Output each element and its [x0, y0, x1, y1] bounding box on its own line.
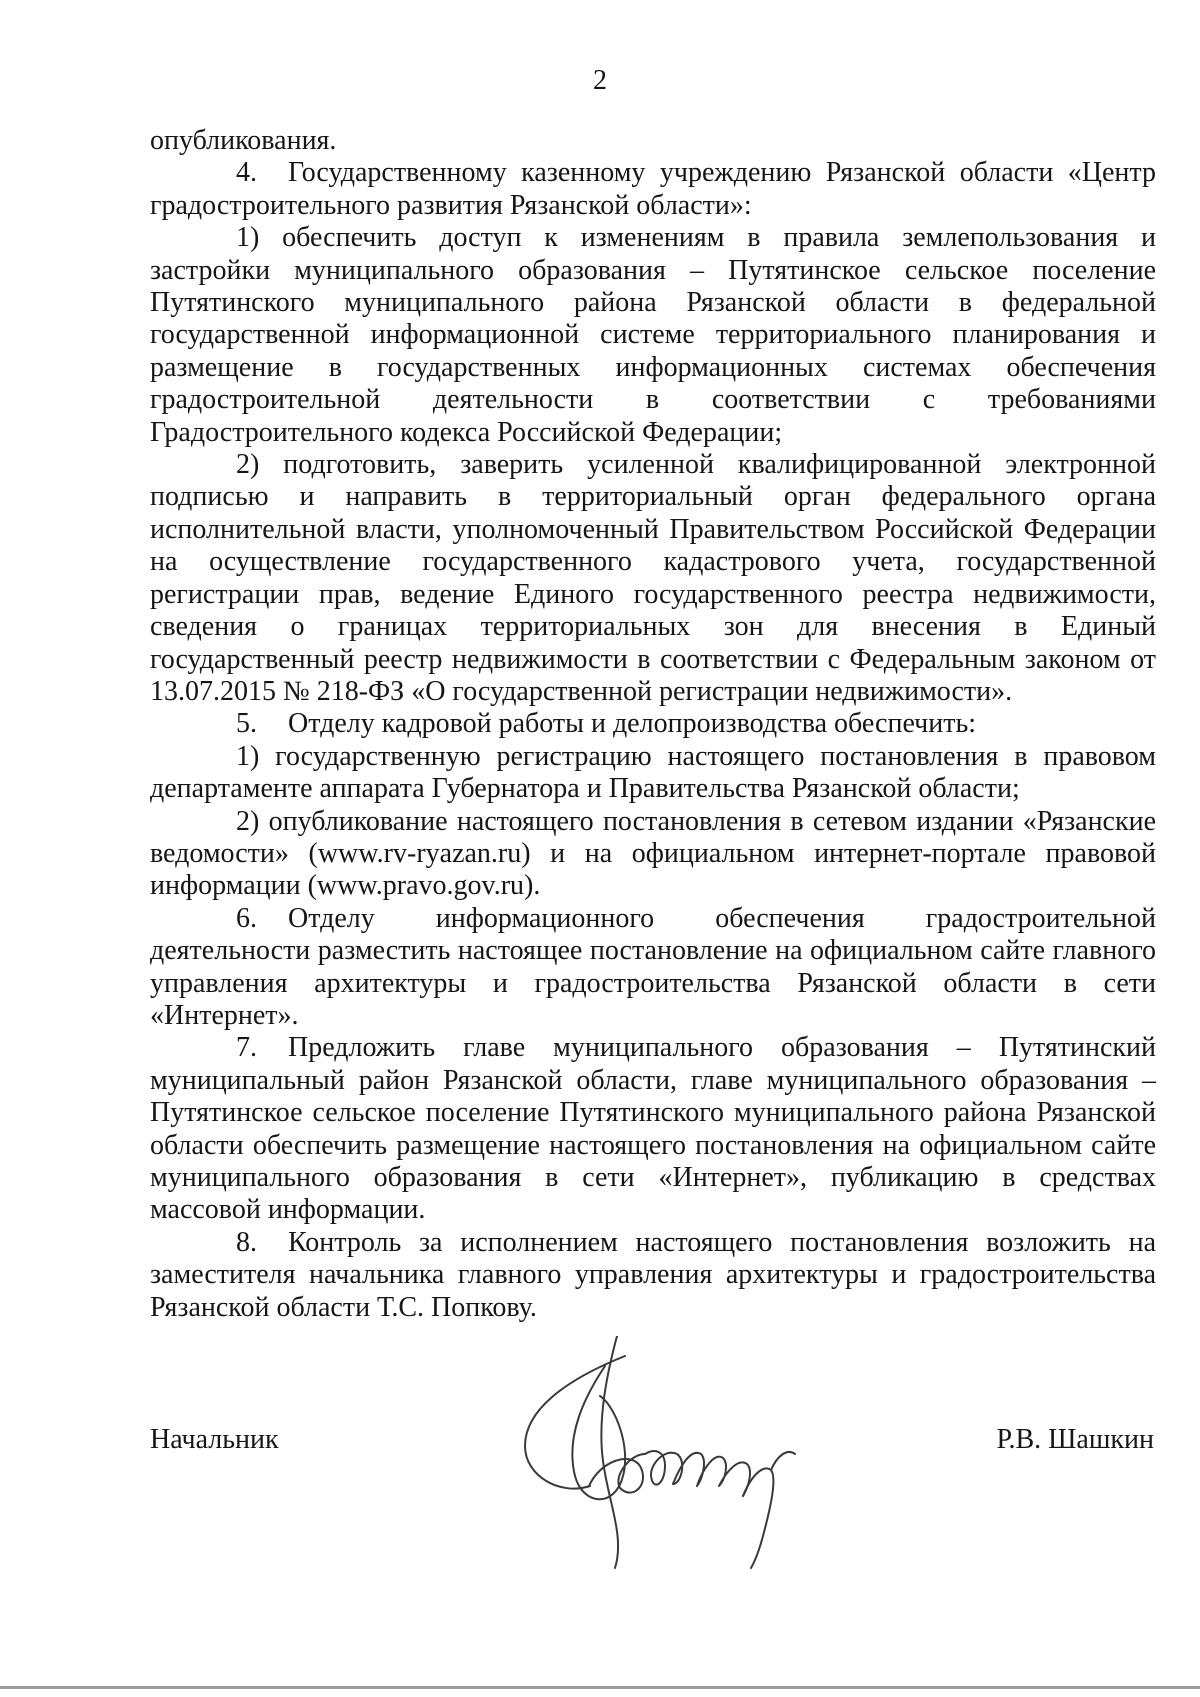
- paragraph-continuation: опубликования.: [150, 125, 337, 156]
- paragraph-item-4-2: 2) подготовить, заверить усиленной квалифицированной электронной подписью и направить в территориальный орган федерального органа исполнительной власти, уполномоченный Правительством Российской Федерации на осуществление государственного кадастрового учета, государственной регистрации прав, ведение Единого государственного реестра недвижимости, сведения о границах территориальных зон для внесения в Единый государственный реестр недвижимости в соответствии с Федеральным законом от 13.07.2015 № 218-ФЗ «О государственной регистрации недвижимости».: [150, 449, 1156, 707]
- handwritten-signature: [505, 1336, 835, 1576]
- item-number: 8.: [236, 1226, 257, 1258]
- paragraph-item-6: [150, 903, 1156, 1033]
- paragraph-text: Контроль за исполнением настоящего постановления возложить на заместителя начальника главного управления архитектуры и градостроительства Рязанской области Т.С. Попкову.: [150, 1226, 1156, 1323]
- paragraph-text: Отделу информационного обеспечения градостроительной деятельности разместить настоящее постановление на официальном сайте главного управления архитектуры и градостроительства Рязанской области в сети «Интернет».: [150, 902, 1156, 1031]
- paragraph-item-4: [150, 157, 1156, 222]
- paragraph-text: Предложить главе муниципального образования – Путятинский муниципальный район Рязанской области, главе муниципального образования – Путятинское сельское поселение Путятинского муниципального района Рязанской области обеспечить размещение настоящего постановления на официальном сайте муниципального образования в сети «Интернет», публикацию в средствах массовой информации.: [150, 1032, 1156, 1226]
- scan-bottom-edge: [0, 1686, 1200, 1689]
- paragraph-item-5-1: 1) государственную регистрацию настоящего постановления в правовом департаменте аппарата Губернатора и Правительства Рязанской области;: [150, 740, 1156, 805]
- paragraph-text: Отделу кадровой работы и делопроизводства обеспечить:: [288, 708, 977, 740]
- signatory-name: Р.В. Шашкин: [996, 1424, 1154, 1455]
- item-number: 5.: [236, 708, 257, 740]
- paragraph-item-7: [150, 1032, 1156, 1226]
- item-number: 4.: [236, 157, 257, 189]
- signatory-position: Начальник: [150, 1424, 279, 1455]
- signature-block: [0, 1424, 1200, 1574]
- page-number: 2: [593, 65, 607, 96]
- paragraph-item-4-1: 1) обеспечить доступ к изменениям в правила землепользования и застройки муниципального образования – Путятинское сельское поселение Путятинского муниципального района Рязанской области в федеральной государственной информационной системе территориального планирования и размещение в государственных информационных системах обеспечения градостроительной деятельности в соответствии с требованиями Градостроительного кодекса Российской Федерации;: [150, 222, 1156, 448]
- paragraph-item-5-2: 2) опубликование настоящего постановления в сетевом издании «Рязанские ведомости» (www.rv-ryazan.ru) и на официальном интернет-портале правовой информации (www.pravo.gov.ru).: [150, 805, 1156, 902]
- paragraph-text: Государственному казенному учреждению Рязанской области «Центр градостроительного развития Рязанской области»:: [150, 157, 1156, 221]
- paragraph-item-5: [150, 708, 1156, 740]
- item-number: 6.: [236, 902, 257, 934]
- paragraph-item-8: [150, 1227, 1156, 1324]
- document-body: [150, 125, 1156, 1324]
- item-number: 7.: [236, 1032, 257, 1064]
